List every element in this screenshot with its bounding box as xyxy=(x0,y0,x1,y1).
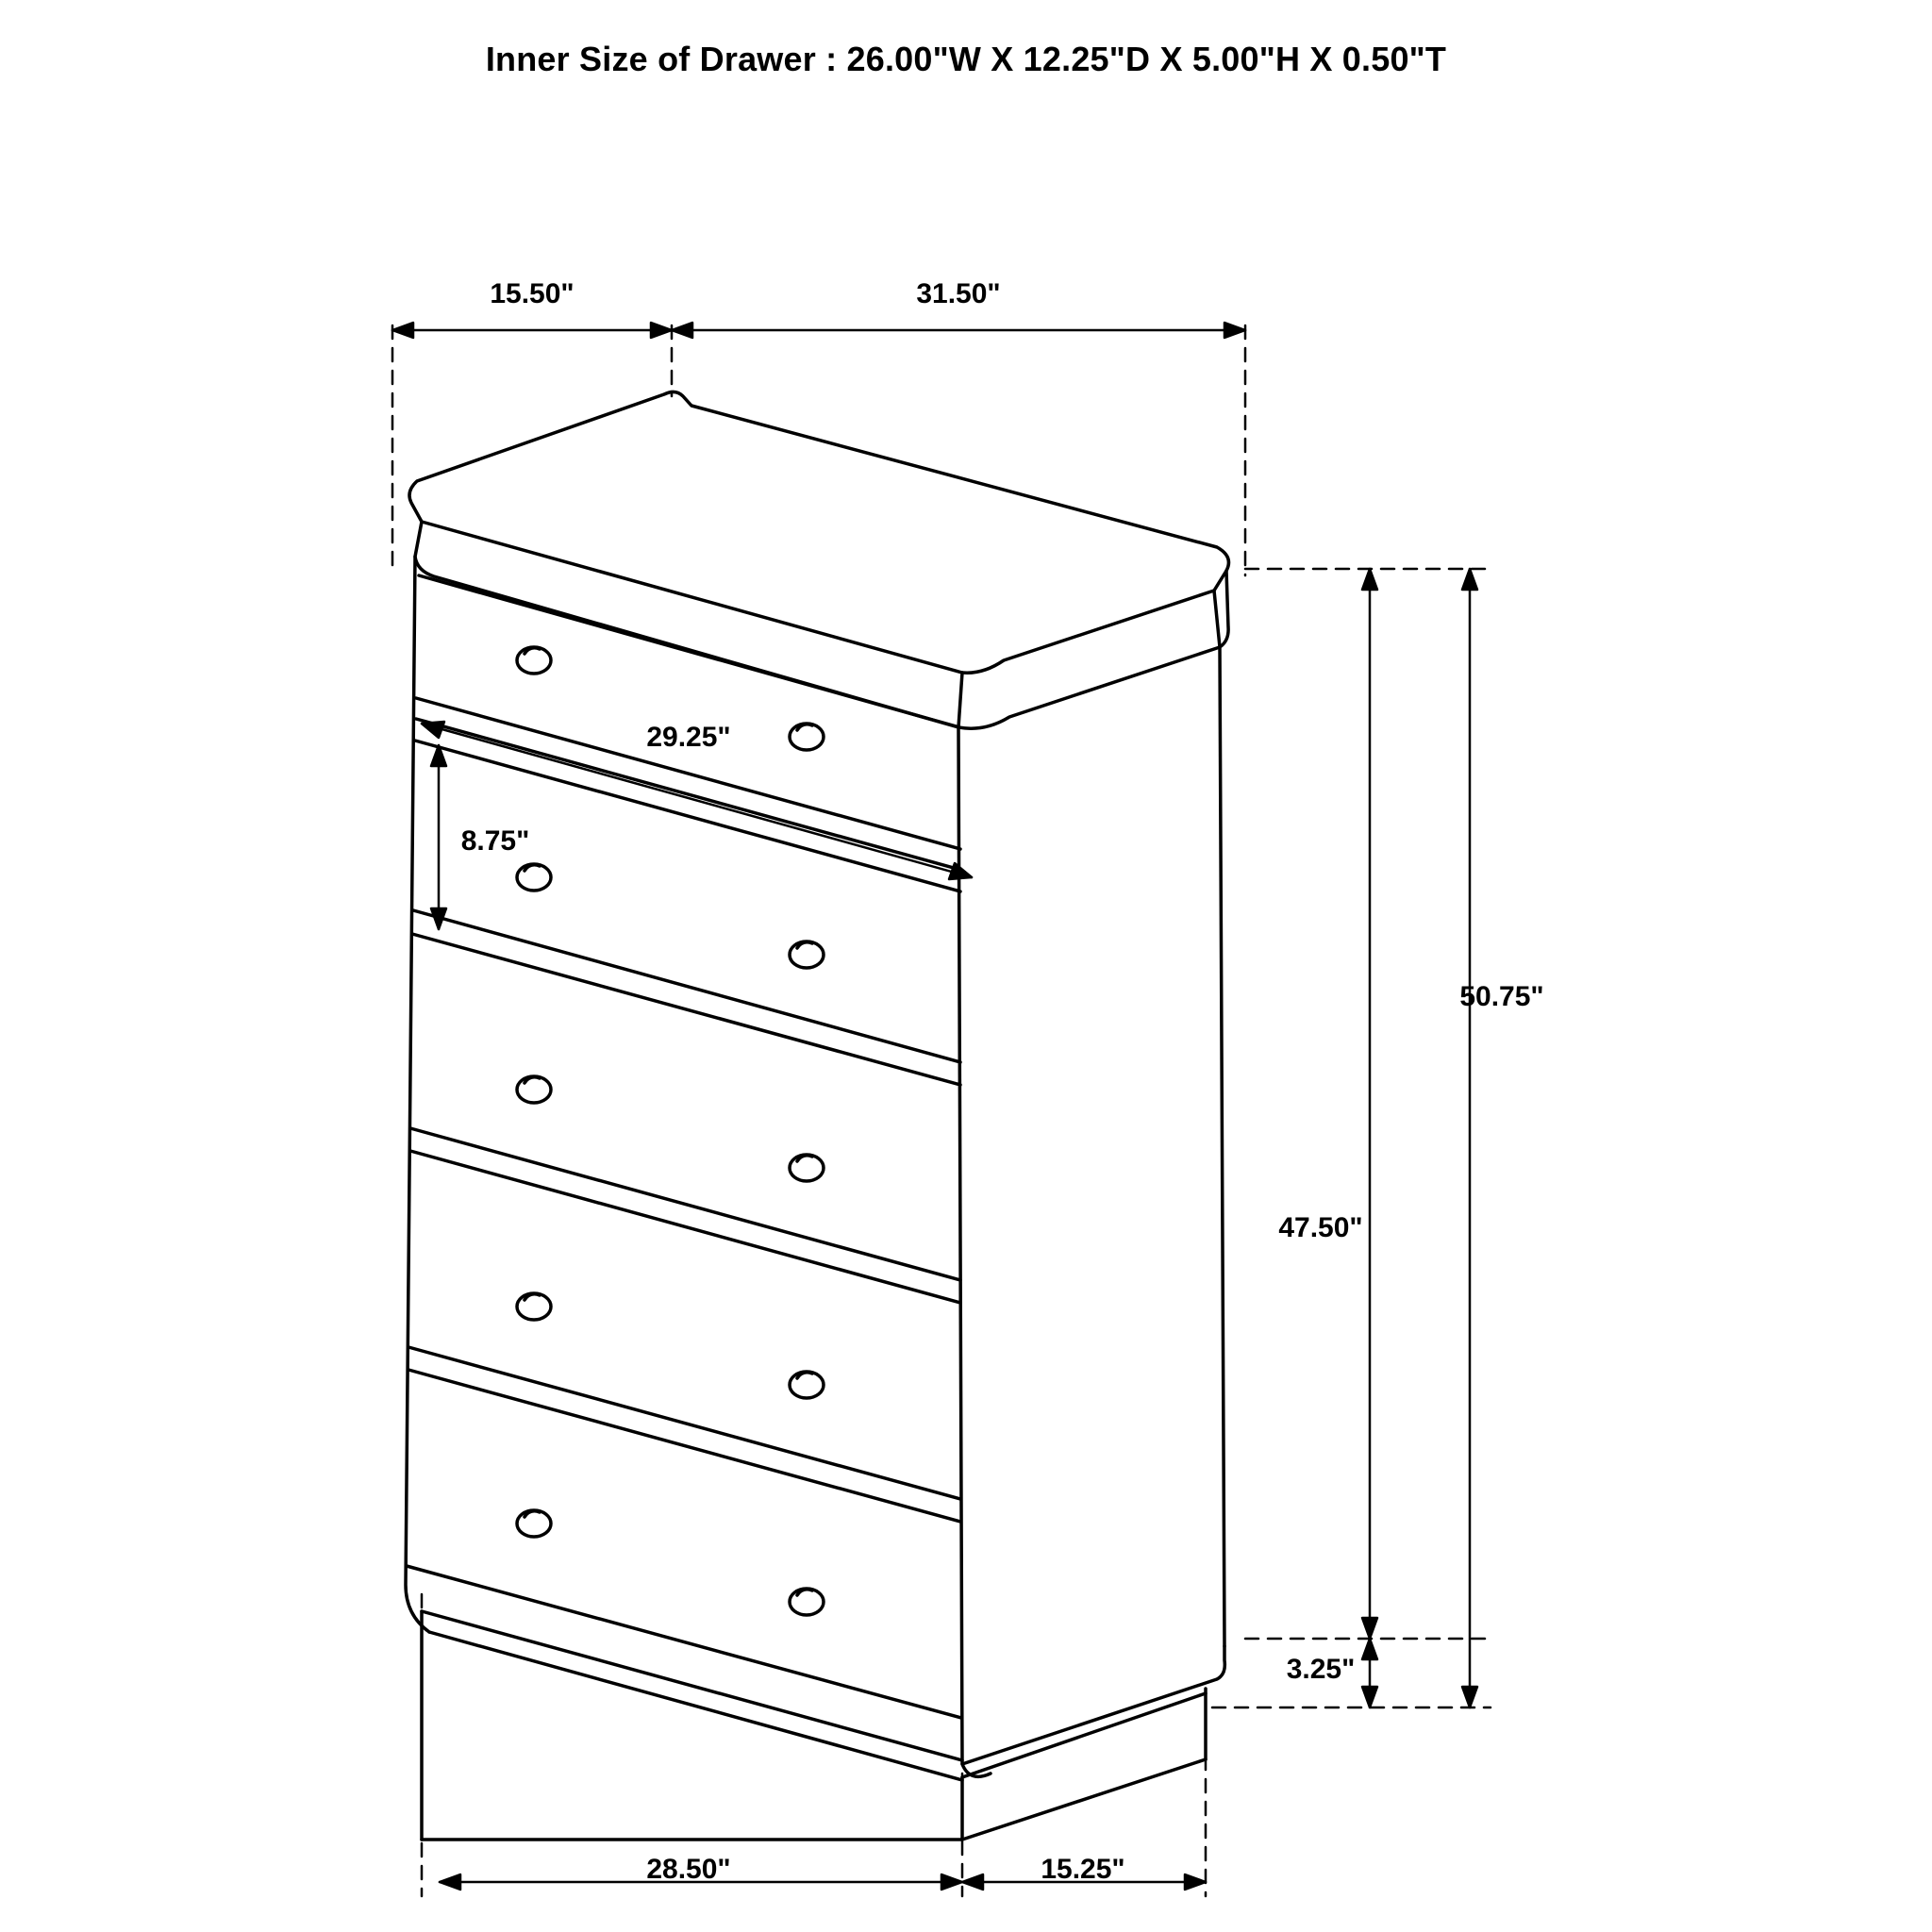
arrow-top-base-height xyxy=(1362,1639,1377,1659)
drawer-2-knob-right xyxy=(790,941,824,968)
arrow-bottom-base-height xyxy=(1362,1687,1377,1707)
drawer-3-knob-right xyxy=(790,1155,824,1181)
carcass-front-right-edge xyxy=(958,727,991,1776)
top-surface-outline xyxy=(409,391,1228,591)
carcass-right-back-edge xyxy=(1220,647,1224,1646)
dim-label-top-width: 31.50" xyxy=(916,278,1001,309)
arrow-bottom-body-height xyxy=(1362,1618,1377,1639)
drawer-4-bottom-edge xyxy=(408,1347,960,1499)
dim-label-top-depth: 15.50" xyxy=(490,278,575,309)
drawer-4-knob-right xyxy=(790,1372,824,1398)
arrow-left-base-depth xyxy=(962,1874,983,1890)
dim-label-drawer-width: 29.25" xyxy=(646,722,731,753)
drawer-4-top-edge xyxy=(410,1151,960,1303)
drawer-2-knob xyxy=(517,864,551,891)
plinth-side-top-edge xyxy=(962,1693,1206,1777)
page-title: Inner Size of Drawer : 26.00"W X 12.25"D X 5.00"H X 0.50"T xyxy=(485,40,1447,78)
arrow-top-overall-height xyxy=(1462,569,1477,590)
drawer-5-top-edge xyxy=(408,1370,960,1522)
dim-label-body-height: 47.50" xyxy=(1278,1212,1363,1243)
plinth-top-front-edge xyxy=(422,1611,962,1760)
drawer-front-2 xyxy=(413,741,960,1062)
drawer-2-bottom-edge xyxy=(413,910,960,1062)
drawer-1-top-edge xyxy=(419,575,959,727)
top-thickness-front xyxy=(415,522,958,727)
arrow-top-body-height xyxy=(1362,569,1377,590)
drawer-1-knob-right xyxy=(790,724,824,750)
carcass-right-bottom-edge xyxy=(962,1646,1224,1764)
chest-outline xyxy=(406,391,1228,1840)
carcass-bottom-rail xyxy=(429,1632,962,1780)
plinth-base xyxy=(422,1611,1206,1840)
drawer-3-bottom-edge xyxy=(410,1128,960,1280)
arrow-bottom-overall-height xyxy=(1462,1687,1477,1707)
drawer-1-knob xyxy=(517,647,551,674)
arrow-right-base-depth xyxy=(1185,1874,1206,1890)
arrow-left-top-width xyxy=(672,323,692,338)
dim-label-drawer-height: 8.75" xyxy=(460,825,530,857)
top-thickness-corner-vert xyxy=(958,673,962,727)
drawer-4-knob xyxy=(517,1293,551,1320)
top-thickness-right-vert xyxy=(1214,591,1220,647)
drawer-5-bottom-edge xyxy=(407,1566,961,1718)
arrow-right-top-width xyxy=(1224,323,1245,338)
arrow-left-base-width xyxy=(440,1874,460,1890)
dim-label-base-height: 3.25" xyxy=(1286,1654,1356,1685)
dim-label-base-depth: 15.25" xyxy=(1041,1854,1125,1885)
dim-label-base-width: 28.50" xyxy=(646,1854,731,1885)
drawer-2-top-edge xyxy=(415,741,960,891)
drawer-5-knob xyxy=(517,1510,551,1537)
top-thickness-right xyxy=(958,571,1228,728)
dim-label-overall-height: 50.75" xyxy=(1459,981,1544,1012)
plinth-side-bottom-edge xyxy=(962,1759,1206,1840)
arrow-right-base-width xyxy=(941,1874,962,1890)
arrow-left-top-depth xyxy=(392,323,413,338)
drawer-3-knob xyxy=(517,1076,551,1103)
drawer-5-knob-right xyxy=(790,1589,824,1615)
drawer-3-top-edge xyxy=(412,934,960,1085)
arrow-right-top-depth xyxy=(651,323,672,338)
